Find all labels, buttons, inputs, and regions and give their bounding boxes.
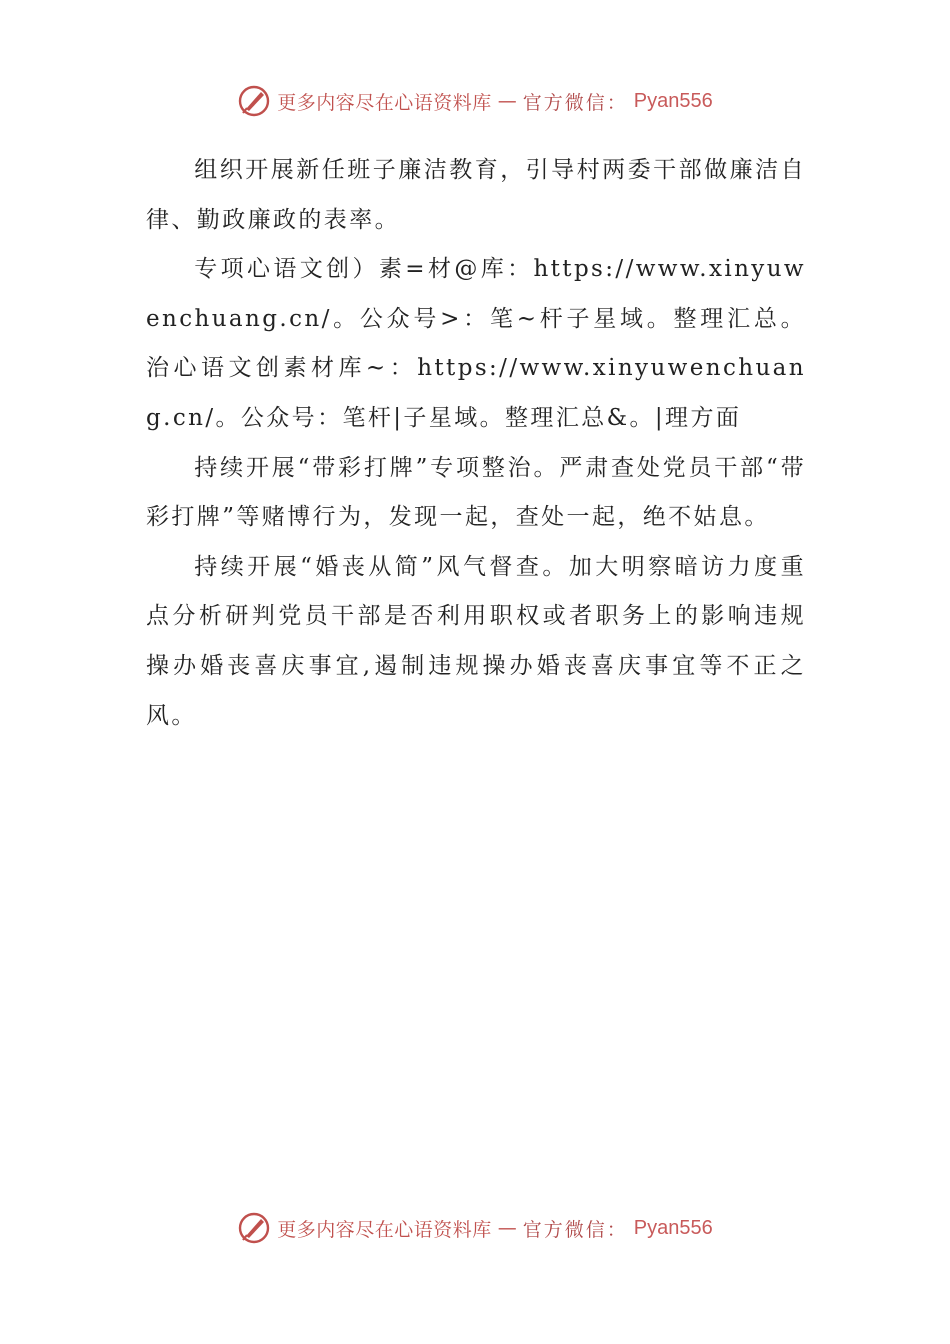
quill-seal-logo-icon bbox=[237, 84, 271, 118]
banner-title: 更多内容尽在心语资料库 bbox=[277, 91, 492, 114]
banner-dash: — bbox=[497, 1217, 517, 1239]
paragraph-3: 持续开展“带彩打牌”专项整治。严肃查处党员干部“带彩打牌”等赌博行为，发现一起，查处一起，绝不姑息。 bbox=[146, 454, 806, 531]
banner-title: 更多内容尽在心语资料库 bbox=[277, 1218, 492, 1241]
document-body bbox=[146, 146, 806, 741]
paragraph-2: 专项心语文创）素=材@库：https://www.xinyuwenchuang.cn/。公众号>：笔~杆子星域。整理汇总。治心语文创素材库~：https://www.xinyuwenchuang.cn/。公众号：笔杆|子星域。整理汇总&。|理方面 bbox=[146, 256, 806, 431]
banner-wechat-id: Pyan556 bbox=[633, 1216, 713, 1239]
banner-dash: — bbox=[497, 90, 517, 112]
footer-banner bbox=[0, 1211, 950, 1245]
quill-seal-logo-icon bbox=[237, 1211, 271, 1245]
banner-wechat-label: 官方微信： bbox=[522, 91, 628, 114]
paragraph-4: 持续开展“婚丧从简”风气督查。加大明察暗访力度重点分析研判党员干部是否利用职权或者职务上的影响违规操办婚丧喜庆事宜,遏制违规操办婚丧喜庆事宜等不正之风。 bbox=[146, 553, 806, 729]
banner-wechat-label: 官方微信： bbox=[522, 1218, 628, 1241]
banner-wechat-id: Pyan556 bbox=[633, 89, 713, 112]
paragraph-1: 组织开展新任班子廉洁教育，引导村两委干部做廉洁自律、勤政廉政的表率。 bbox=[146, 157, 806, 233]
header-banner bbox=[0, 84, 950, 118]
